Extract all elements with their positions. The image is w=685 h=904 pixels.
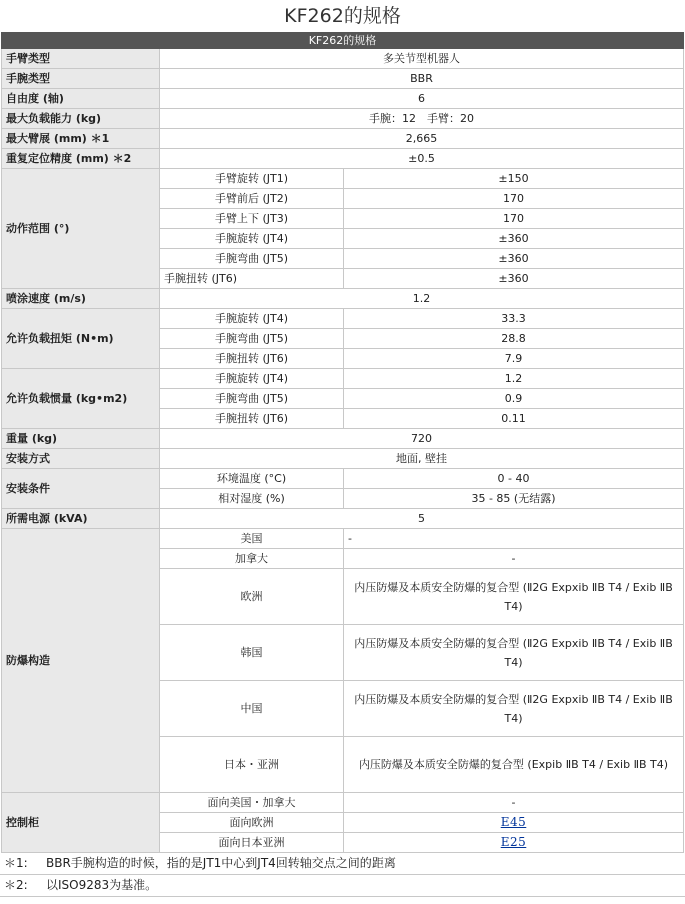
row-label: 安装方式 [2,449,160,469]
sub-label: 手腕扭转 (JT6) [160,269,344,289]
row-value: 内压防爆及本质安全防爆的复合型 (Expib ⅡB T4 / Exib ⅡB T4) [344,737,684,793]
row-value: 170 [344,189,684,209]
sub-label: 欧洲 [160,569,344,625]
sub-label: 手腕弯曲 (JT5) [160,389,344,409]
table-row [2,149,684,169]
table-row [2,509,684,529]
table-row [2,109,684,129]
table-row [2,169,684,189]
table-row [2,309,684,329]
table-row [2,793,684,813]
sub-label: 手臂旋转 (JT1) [160,169,344,189]
row-value: 内压防爆及本质安全防爆的复合型 (Ⅱ2G Expxib ⅡB T4 / Exib ⅡB T4) [344,681,684,737]
spec-table [1,32,684,853]
footnote-text: BBR手腕构造的时候，指的是JT1中心到JT4回转轴交点之间的距离 [46,856,396,870]
row-label: 最大负载能力 (kg) [2,109,160,129]
row-value: 1.2 [344,369,684,389]
row-value: 0 - 40 [344,469,684,489]
row-label: 自由度 (轴) [2,89,160,109]
row-value: 多关节型机器人 [160,49,684,69]
table-row [2,369,684,389]
sub-label: 中国 [160,681,344,737]
table-row [2,469,684,489]
row-value: ±0.5 [160,149,684,169]
row-label: 安装条件 [2,469,160,509]
row-value: 内压防爆及本质安全防爆的复合型 (Ⅱ2G Expxib ⅡB T4 / Exib ⅡB T4) [344,625,684,681]
row-value: 7.9 [344,349,684,369]
row-value: 内压防爆及本质安全防爆的复合型 (Ⅱ2G Expxib ⅡB T4 / Exib ⅡB T4) [344,569,684,625]
row-label: 手腕类型 [2,69,160,89]
row-label: 控制柜 [2,793,160,853]
row-value: ±150 [344,169,684,189]
sub-label: 韩国 [160,625,344,681]
row-label: 所需电源 (kVA) [2,509,160,529]
row-value: 720 [160,429,684,449]
row-value: 6 [160,89,684,109]
table-header: KF262的规格 [2,33,684,49]
sub-label: 手臂上下 (JT3) [160,209,344,229]
footnote-mark: ＊2: [4,878,28,892]
footnote-mark: ＊1: [4,856,28,870]
row-label: 最大臂展 (mm) ＊1 [2,129,160,149]
controller-e25-link[interactable]: E25 [500,835,527,849]
row-value: 170 [344,209,684,229]
row-label: 喷涂速度 (m/s) [2,289,160,309]
table-row [2,49,684,69]
table-row [2,529,684,549]
table-row [2,129,684,149]
row-value: BBR [160,69,684,89]
row-label: 防爆构造 [2,529,160,793]
row-value [344,833,684,853]
sub-label: 手臂前后 (JT2) [160,189,344,209]
table-row [2,89,684,109]
table-row [2,69,684,89]
row-label: 重复定位精度 (mm) ＊2 [2,149,160,169]
sub-label: 手腕扭转 (JT6) [160,349,344,369]
row-value: 0.11 [344,409,684,429]
row-value: ±360 [344,249,684,269]
sub-label: 手腕弯曲 (JT5) [160,329,344,349]
sub-label: 手腕弯曲 (JT5) [160,249,344,269]
sub-label: 手腕旋转 (JT4) [160,309,344,329]
footnote [0,875,685,897]
row-value: 28.8 [344,329,684,349]
row-value: - [344,793,684,813]
table-header-row [2,33,684,49]
controller-e45-link[interactable]: E45 [500,815,527,829]
sub-label: 环境温度 (°C) [160,469,344,489]
row-value: ±360 [344,229,684,249]
row-value: ±360 [344,269,684,289]
row-value: - [344,549,684,569]
row-value: - [344,529,684,549]
row-value: 地面, 壁挂 [160,449,684,469]
sub-label: 面向日本亚洲 [160,833,344,853]
sub-label: 手腕扭转 (JT6) [160,409,344,429]
sub-label: 相对湿度 (%) [160,489,344,509]
row-label: 动作范围 (°) [2,169,160,289]
table-row [2,289,684,309]
row-value: 手腕：12 手臂：20 [160,109,684,129]
row-value: 1.2 [160,289,684,309]
row-value: 2,665 [160,129,684,149]
row-label: 允许负载惯量 (kg•m2) [2,369,160,429]
footnote [0,853,685,875]
row-value: 33.3 [344,309,684,329]
row-label: 手臂类型 [2,49,160,69]
sub-label: 日本・亚洲 [160,737,344,793]
sub-label: 面向欧洲 [160,813,344,833]
row-label: 重量 (kg) [2,429,160,449]
row-value: 5 [160,509,684,529]
table-row [2,449,684,469]
sub-label: 加拿大 [160,549,344,569]
table-row [2,429,684,449]
row-value [344,813,684,833]
page-title: KF262的规格 [284,5,401,27]
sub-label: 手腕旋转 (JT4) [160,229,344,249]
sub-label: 面向美国・加拿大 [160,793,344,813]
footnotes [0,853,685,897]
sub-label: 美国 [160,529,344,549]
row-value: 35 - 85 (无结露) [344,489,684,509]
sub-label: 手腕旋转 (JT4) [160,369,344,389]
footnote-text: 以ISO9283为基准。 [46,878,158,892]
row-value: 0.9 [344,389,684,409]
row-label: 允许负载扭矩 (N•m) [2,309,160,369]
